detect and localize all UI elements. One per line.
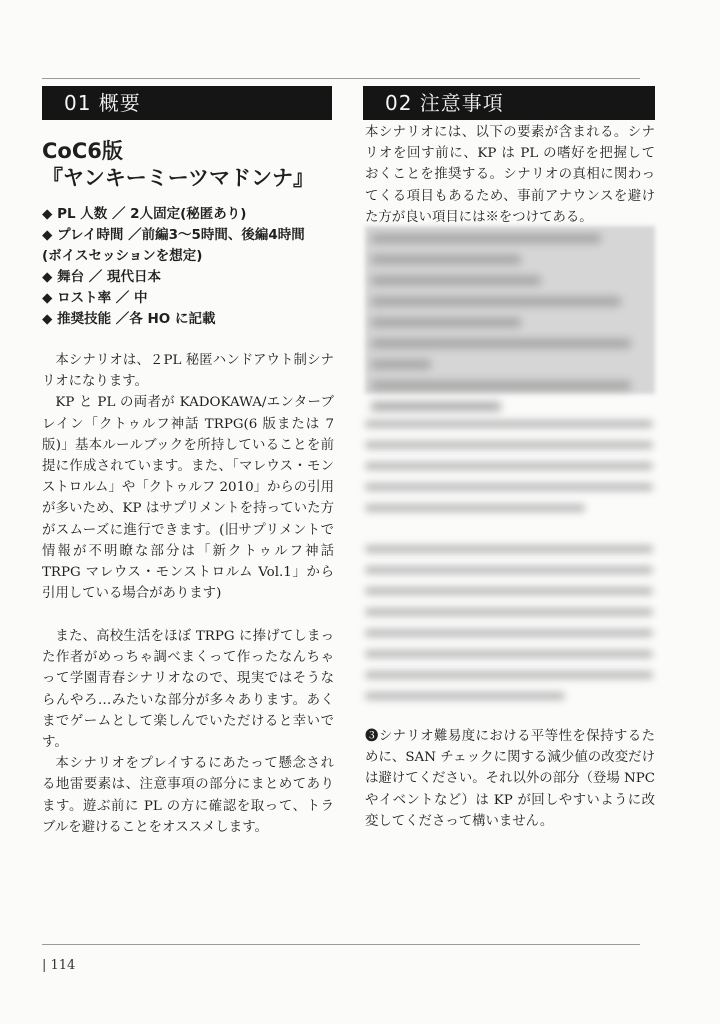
- fact-players: ◆ PL 人数 ／ 2人固定(秘匿あり): [42, 206, 247, 222]
- scenario-title: [42, 138, 314, 192]
- top-rule: [42, 78, 640, 79]
- overview-para-1: 本シナリオは、２PL 秘匿ハンドアウト制シナリオになります。: [42, 353, 334, 390]
- notes-item-3-text: ❸シナリオ難易度における平等性を保持するために、SAN チェックに関する減少値の改変だけは避けてください。それ以外の部分（登場 NPC やイベントなど）は KP が回しやすいように改変してくださって構いません。: [365, 729, 655, 829]
- notes-intro: [365, 122, 655, 228]
- overview-para-2: KP と PL の両者が KADOKAWA/エンターブレイン「クトゥルフ神話 TRPG(6 版または 7 版)」基本ルールブックを所持していることを前提に作成されています。また、「マレウス・モンストロルム」や「クトゥルフ 2010」からの引用が多いため、KP はサプリメントを持っていた方がスムーズに進行できます。(旧サプリメントで情報が不明瞭な部分は「新クトゥルフ神話 TRPG マレウス・モンストロルム Vol.1」から引用している場合があります): [42, 395, 334, 602]
- section-header-overview: 01 概要: [42, 86, 332, 120]
- title-system: CoC6版: [42, 139, 123, 163]
- title-name: 『ヤンキーミーツマドンナ』: [42, 166, 314, 190]
- fact-lost-rate: ◆ ロスト率 ／ 中: [42, 290, 148, 306]
- scenario-facts: [42, 204, 305, 330]
- fact-playtime-note: (ボイスセッションを想定): [42, 248, 203, 264]
- bottom-rule: [42, 944, 640, 945]
- fact-setting: ◆ 舞台 ／ 現代日本: [42, 269, 161, 285]
- fact-playtime: ◆ プレイ時間 ／前編3～5時間、後編4時間: [42, 227, 305, 243]
- section-header-notes: 02 注意事項: [363, 86, 655, 120]
- overview-body: [42, 350, 334, 604]
- blurred-warning-list: [365, 226, 655, 394]
- notes-item-3: [365, 726, 655, 832]
- overview-para-3: また、高校生活をほぼ TRPG に捧げてしまった作者がめっちゃ調べまくって作ったなんちゃって学園青春シナリオなので、現実ではそうならんやろ…みたいな部分が多々あります。あくまでゲームとして楽しんでいただけると幸いです。: [42, 629, 334, 751]
- notes-intro-text: 本シナリオには、以下の要素が含まれる。シナリオを回す前に、KP は PL の嗜好を把握しておくことを推奨する。シナリオの真相に関わってくる項目もあるため、事前アナウンスを避けた方が良い項目には※をつけてある。: [365, 125, 655, 225]
- page-number: | 114: [42, 958, 76, 973]
- blurred-note-1: [365, 420, 655, 525]
- blurred-note-2: [365, 545, 655, 713]
- fact-skills: ◆ 推奨技能 ／各 HO に記載: [42, 311, 216, 327]
- overview-body-2: [42, 626, 334, 838]
- overview-para-4: 本シナリオをプレイするにあたって懸念される地雷要素は、注意事項の部分にまとめてあります。遊ぶ前に PL の方に確認を取って、トラブルを避けることをオススメします。: [42, 756, 334, 835]
